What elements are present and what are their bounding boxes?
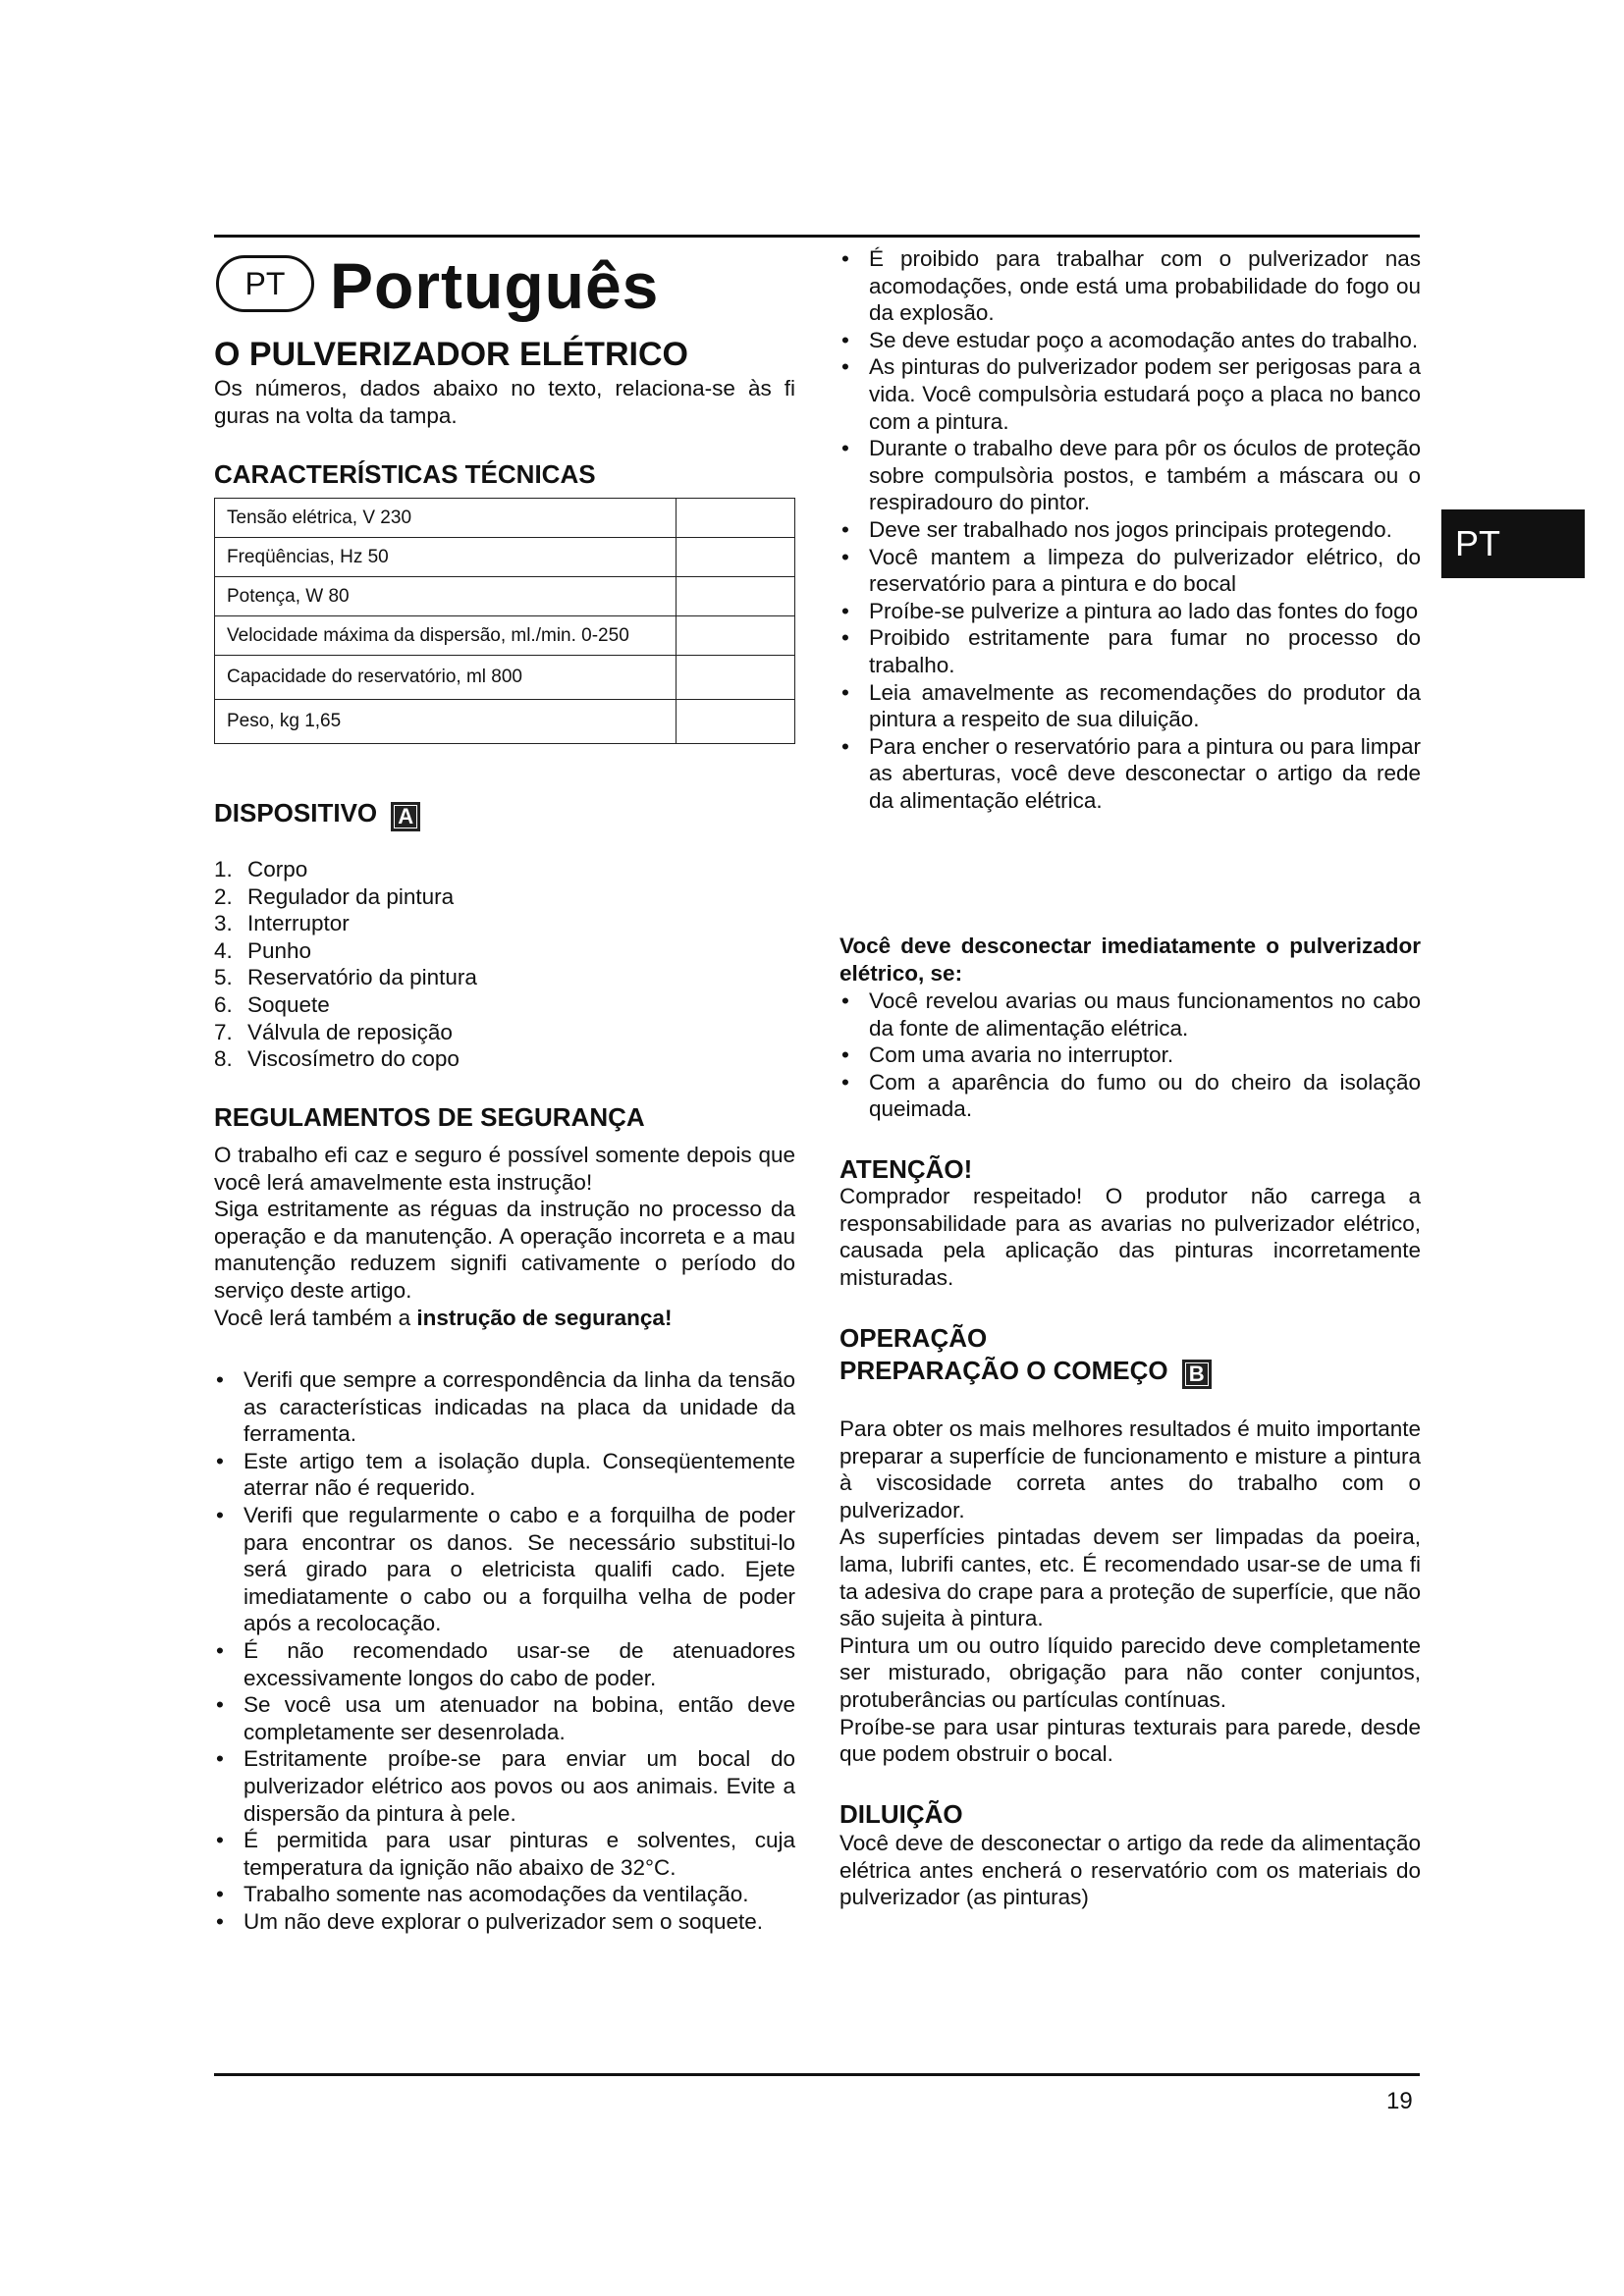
intro-text: Os números, dados abaixo no texto, relaciona-se às fi guras na volta da tampa.	[214, 376, 795, 428]
list-item: • É permitida para usar pinturas e solventes, cuja temperatura da ignição não abaixo de 32°C.	[214, 1827, 795, 1881]
language-title: Português	[330, 249, 660, 322]
dilution-heading: DILUIÇÃO	[839, 1799, 963, 1829]
safety-para-2: Siga estritamente as réguas da instrução no processo da operação e da manutenção. A operação incorreta e a mau manutenção reduzem signifi cativamente o período do serviço deste artigo.	[214, 1197, 795, 1303]
specs-heading: CARACTERÍSTICAS TÉCNICAS	[214, 459, 596, 489]
bottom-rule	[214, 2073, 1420, 2076]
top-rule	[214, 235, 1420, 238]
safety-para-1: O trabalho efi caz e seguro é possível somente depois que você lerá amavelmente esta instrução!	[214, 1143, 795, 1195]
list-item: • Se deve estudar poço a acomodação antes do trabalho.	[839, 327, 1421, 354]
operation-heading: OPERAÇÃO	[839, 1323, 988, 1353]
table-row	[215, 700, 795, 744]
spec-cell: Freqüências, Hz 50	[215, 538, 677, 577]
preparation-heading-text: PREPARAÇÃO O COMEÇO	[839, 1356, 1168, 1385]
list-item: • Com uma avaria no interruptor.	[839, 1041, 1421, 1069]
safety-bullets-left	[214, 1366, 795, 1935]
list-item: 1. Corpo	[214, 857, 308, 881]
page-number: 19	[1386, 2088, 1413, 2114]
device-heading	[214, 797, 795, 831]
list-item: • Verifi que regularmente o cabo e a forquilha de poder para encontrar os danos. Se necessário substitui-lo será girado para o eletricista qualifi cado. Ejete imediatamente o cabo ou a forquilha velha de poder após a recolocação.	[214, 1502, 795, 1637]
list-item: • Com a aparência do fumo ou do cheiro da isolação queimada.	[839, 1069, 1421, 1123]
list-item: 7. Válvula de reposição	[214, 1019, 453, 1044]
list-item: • Deve ser trabalhado nos jogos principais protegendo.	[839, 516, 1421, 544]
operation-para-2: As superfícies pintadas devem ser limpadas da poeira, lama, lubrifi cantes, etc. É recomendado usar-se de uma fi ta adesiva do crape para a proteção de superfície, que não são sujeita à pintura.	[839, 1524, 1421, 1631]
attention-heading: ATENÇÃO!	[839, 1154, 973, 1184]
parts-list	[214, 856, 795, 1073]
safety-heading: REGULAMENTOS DE SEGURANÇA	[214, 1102, 645, 1132]
list-item: • Um não deve explorar o pulverizador sem o soquete.	[214, 1908, 795, 1936]
list-item: • Durante o trabalho deve para pôr os óculos de proteção sobre compulsòria postos, e também a máscara ou o respiradouro do pintor.	[839, 435, 1421, 516]
list-item: 4. Punho	[214, 937, 312, 963]
table-row	[215, 656, 795, 700]
list-item: 5. Reservatório da pintura	[214, 965, 477, 990]
operation-body	[839, 1415, 1421, 1768]
list-item: • Trabalho somente nas acomodações da ventilação.	[214, 1881, 795, 1908]
list-item: 2. Regulador da pintura	[214, 883, 455, 909]
table-row	[215, 616, 795, 656]
language-header	[214, 243, 803, 332]
dilution-text: Você deve de desconectar o artigo da rede da alimentação elétrica antes encherá o reservatório com os materiais do pulverizador (as pinturas)	[839, 1831, 1421, 1910]
safety-para-3: Você lerá também a instrução de segurança!	[214, 1305, 673, 1330]
list-item: • Proíbe-se pulverize a pintura ao lado das fontes do fogo	[839, 598, 1421, 625]
list-item: • Se você usa um atenuador na bobina, então deve completamente ser desenrolada.	[214, 1691, 795, 1745]
list-item: • Verifi que sempre a correspondência da linha da tensão as características indicadas na placa da unidade da ferramenta.	[214, 1366, 795, 1448]
operation-para-3: Pintura um ou outro líquido parecido deve completamente ser misturado, obrigação para não conter conjuntos, protuberâncias ou partículas contínuas.	[839, 1632, 1421, 1712]
list-item: 8. Viscosímetro do copo	[214, 1046, 460, 1072]
list-item: • Leia amavelmente as recomendações do produtor da pintura a respeito de sua diluição.	[839, 679, 1421, 733]
list-item: • Você mantem a limpeza do pulverizador elétrico, do reservatório para a pintura e do bocal	[839, 544, 1421, 598]
spec-cell: Capacidade do reservatório, ml 800	[215, 656, 677, 700]
spec-cell: Tensão elétrica, V 230	[215, 499, 677, 538]
disconnect-bullets	[839, 988, 1421, 1123]
operation-para-1: Para obter os mais melhores resultados é muito importante preparar a superfície de funcionamento e misture a pintura à viscosidade correta antes do trabalho com o pulverizador.	[839, 1416, 1421, 1522]
disconnect-heading: Você deve desconectar imediatamente o pulverizador elétrico, se:	[839, 934, 1421, 986]
list-item: • Você revelou avarias ou maus funcionamentos no cabo da fonte de alimentação elétrica.	[839, 988, 1421, 1041]
device-heading-text: DISPOSITIVO	[214, 798, 378, 828]
list-item: 6. Soquete	[214, 991, 330, 1017]
language-side-tab: PT	[1441, 509, 1585, 578]
list-item: • É não recomendado usar-se de atenuadores excessivamente longos do cabo de poder.	[214, 1637, 795, 1691]
list-item: • Para encher o reservatório para a pintura ou para limpar as aberturas, você deve desconectar o artigo da rede da alimentação elétrica.	[839, 733, 1421, 815]
figure-marker-b: B	[1182, 1360, 1212, 1389]
safety-bullets-right	[839, 245, 1421, 814]
language-badge: PT	[216, 255, 314, 312]
list-item: • Estritamente proíbe-se para enviar um bocal do pulverizador elétrico aos povos ou aos animais. Evite a dispersão da pintura à pele.	[214, 1745, 795, 1827]
specs-table	[214, 498, 795, 744]
table-row	[215, 577, 795, 616]
preparation-heading	[839, 1355, 1421, 1389]
figure-marker-a: A	[391, 802, 420, 831]
operation-para-4: Proíbe-se para usar pinturas texturais para parede, desde que podem obstruir o bocal.	[839, 1714, 1421, 1767]
page-title: O PULVERIZADOR ELÉTRICO	[214, 336, 688, 373]
attention-text: Comprador respeitado! O produtor não carrega a responsabilidade para as avarias no pulverizador elétrico, causada pela aplicação das pinturas incorretamente misturadas.	[839, 1184, 1421, 1290]
spec-cell: Velocidade máxima da dispersão, ml./min. 0-250	[215, 616, 677, 656]
table-row	[215, 538, 795, 577]
list-item: • Proibido estritamente para fumar no processo do trabalho.	[839, 624, 1421, 678]
spec-cell: Potença, W 80	[215, 577, 677, 616]
spec-cell: Peso, kg 1,65	[215, 700, 677, 744]
list-item: • As pinturas do pulverizador podem ser perigosas para a vida. Você compulsòria estudará poço a placa no banco com a pintura.	[839, 353, 1421, 435]
table-row	[215, 499, 795, 538]
list-item: 3. Interruptor	[214, 911, 350, 936]
list-item: • É proibido para trabalhar com o pulverizador nas acomodações, onde está uma probabilidade do fogo ou da explosão.	[839, 245, 1421, 327]
safety-intro	[214, 1142, 795, 1331]
list-item: • Este artigo tem a isolação dupla. Conseqüentemente aterrar não é requerido.	[214, 1448, 795, 1502]
